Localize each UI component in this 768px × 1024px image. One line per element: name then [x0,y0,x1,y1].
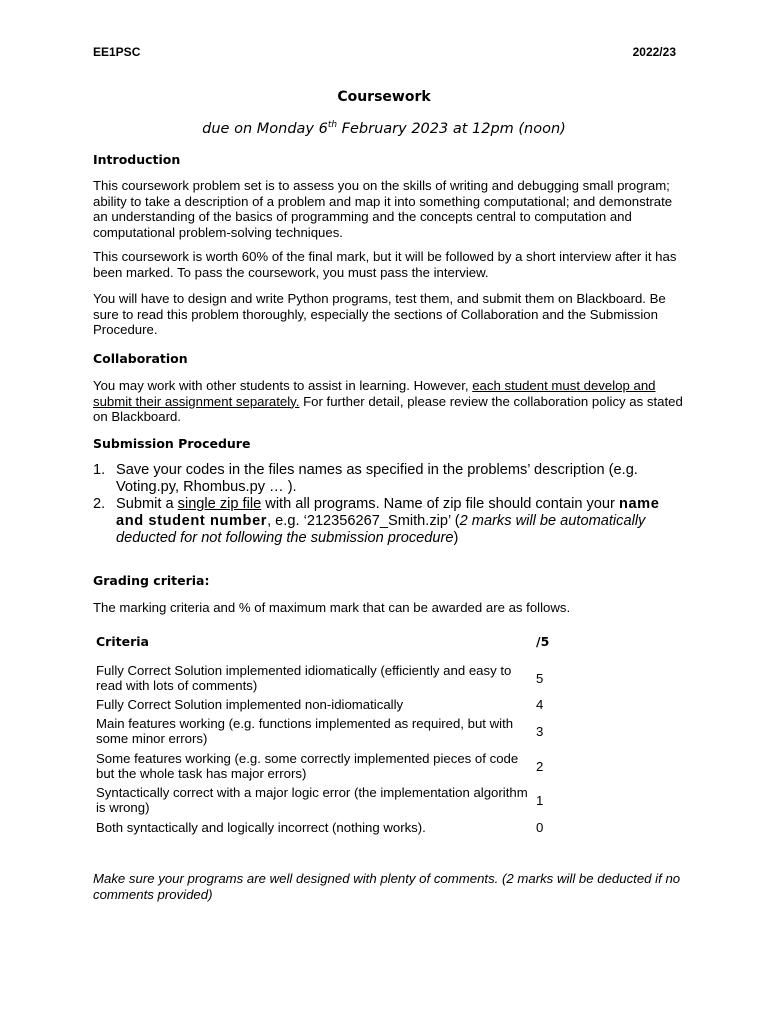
introduction-paragraph-1: This coursework problem set is to assess you on the skills of writing and debugging small program; ability to take a description of a problem and map it into something computational; and demonstrate an understanding of the basics of programming and the concepts central to computation and computational problem-solving techniques. [93,178,673,240]
introduction-paragraph-2: This coursework is worth 60% of the final mark, but it will be followed by a short interview after it has been marked. To pass the coursework, you must pass the interview. [93,249,677,280]
mark-cell: 2 [536,759,544,774]
criteria-cell: Fully Correct Solution implemented non-idiomatically [96,697,404,712]
due-date [0,120,768,137]
collaboration-text-end: For further detail, please review the collaboration policy as stated on Blackboard. [93,393,683,425]
name-and-number-term: name and student number [116,496,660,529]
collaboration-heading: Collaboration [93,351,188,366]
zip-file-term: single zip file [177,496,262,512]
submission-item-text: Save your codes in the files names as specified in the problems’ description (e.g. Voting.py, Rhombus.py … ). [116,462,638,495]
submission-item-number: 2. [93,496,106,512]
due-date-text: due on Monday 6 [202,120,328,137]
criteria-cell: Syntactically correct with a major logic error (the implementation algorithm is wrong) [96,785,528,816]
collaboration-rule: each student must develop and submit their assignment separately. [93,378,656,409]
submission-item-text: Submit a [116,496,178,512]
grading-heading: Grading criteria: [93,573,210,588]
collaboration-text-start: You may work with other students to assist in learning. However, [93,378,473,393]
grading-intro: The marking criteria and % of maximum mark that can be awarded are as follows. [93,600,571,615]
submission-item-text: ) [453,530,459,546]
criteria-column-header: Criteria [96,634,149,649]
mark-cell: 4 [536,697,544,712]
mark-cell: 5 [536,671,544,686]
mark-cell: 0 [536,820,544,835]
criteria-cell: Fully Correct Solution implemented idiomatically (efficiently and easy to read with lots of comments) [96,663,512,694]
comments-footnote: Make sure your programs are well designed with plenty of comments. (2 marks will be deducted if no comments provided) [93,871,681,902]
submission-item-1 [93,462,683,496]
introduction-heading: Introduction [93,152,181,167]
due-date-ordinal: th [327,120,338,130]
submission-item-2 [93,496,683,547]
introduction-paragraph-3: You will have to design and write Python programs, test them, and submit them on Blackboard. Be sure to read this problem thoroughly, especially the sections of Collaboration and the Submission Procedure. [93,291,666,338]
due-date-rest: February 2023 at 12pm (noon) [337,120,566,137]
deduction-note: 2 marks will be automatically deducted for not following the submission procedure [116,513,646,546]
submission-item-text: with all programs. Name of zip file should contain your [261,496,619,512]
mark-column-header: /5 [536,634,550,649]
submission-heading: Submission Procedure [93,436,251,451]
mark-cell: 3 [536,724,544,739]
academic-year: 2022/23 [632,45,676,59]
page-title: Coursework [337,89,431,105]
mark-cell: 1 [536,793,544,808]
submission-list [93,462,683,547]
submission-item-number: 1. [93,462,106,478]
submission-item-text: , e.g. ‘212356267_Smith.zip’ ( [267,513,460,529]
collaboration-paragraph [93,378,683,425]
criteria-cell: Some features working (e.g. some correctly implemented pieces of code but the whole task has major errors) [96,751,519,782]
module-code: EE1PSC [93,45,141,59]
criteria-cell: Both syntactically and logically incorrect (nothing works). [96,820,426,835]
criteria-cell: Main features working (e.g. functions implemented as required, but with some minor errors) [96,716,514,747]
